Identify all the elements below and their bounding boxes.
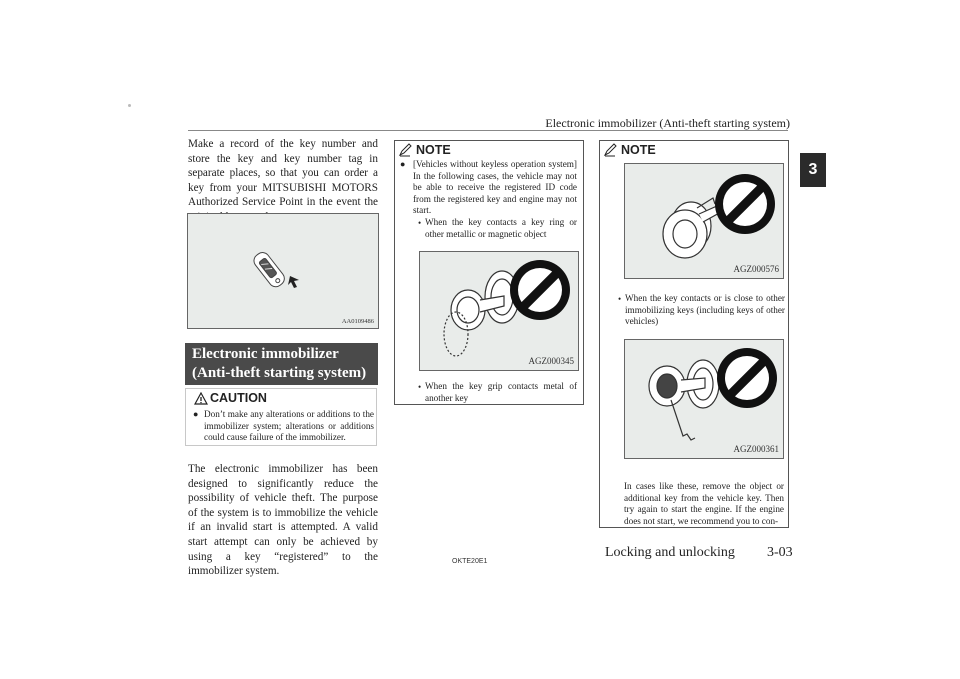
chapter-tab: 3 bbox=[800, 153, 826, 187]
section-title-line1: Electronic immobilizer bbox=[192, 346, 339, 362]
running-header: Electronic immobilizer (Anti-theft starting system) bbox=[545, 116, 790, 130]
caution-box bbox=[185, 388, 377, 446]
figure-code: AGZ000345 bbox=[528, 356, 574, 366]
note-box-1 bbox=[394, 140, 584, 405]
note-sub-3: When the key contacts or is close to other immobilizing keys (including keys of other vehicles) bbox=[625, 293, 785, 327]
note-pen-icon bbox=[603, 143, 617, 157]
footer-section: Locking and unlocking bbox=[605, 545, 735, 560]
figure-key-immob bbox=[624, 163, 784, 279]
key-other-illustration bbox=[625, 340, 783, 458]
bullet-icon: ● bbox=[193, 409, 199, 419]
page-dot bbox=[128, 104, 131, 107]
figure-code: AA0109486 bbox=[341, 318, 374, 325]
caution-text: Don’t make any alterations or additions to the immobilizer system; alterations or additions could cause failure of the immobilizer. bbox=[204, 409, 374, 443]
note-header bbox=[395, 141, 451, 158]
section-title bbox=[185, 343, 378, 385]
body-paragraph: The electronic immobilizer has been designed to significantly reduce the possibility of vehicle theft. The purpose of the system is to immobilize the vehicle if an invalid start is attempted. A valid start attempt can only be achieved by using a key “registered” to the immobilizer system. bbox=[188, 463, 378, 578]
sub-bullet: • bbox=[418, 382, 422, 392]
note-pen-icon bbox=[398, 143, 412, 157]
figure-code: AGZ000361 bbox=[733, 444, 779, 454]
figure-key-ring bbox=[419, 251, 579, 371]
caution-label: CAUTION bbox=[210, 391, 267, 405]
prohibited-icon bbox=[717, 348, 777, 408]
sub-bullet: • bbox=[418, 218, 422, 228]
figure-key-tag bbox=[187, 213, 379, 329]
note-label: NOTE bbox=[621, 142, 656, 157]
bullet-icon: ● bbox=[400, 159, 406, 169]
header-rule bbox=[188, 130, 788, 131]
arrow-icon bbox=[288, 276, 299, 288]
note-closing: In cases like these, remove the object or additional key from the vehicle key. Then try again to start the engine. If the engine does not start, we recommend you to con- bbox=[624, 481, 784, 526]
note-sub-1: When the key contacts a key ring or other metallic or magnetic object bbox=[425, 217, 577, 239]
doc-code: OKTE20E1 bbox=[452, 558, 488, 565]
prohibited-icon bbox=[510, 260, 570, 320]
sub-bullet: • bbox=[618, 294, 622, 304]
key-ring-illustration bbox=[420, 252, 578, 370]
prohibited-icon bbox=[715, 174, 775, 234]
note-header bbox=[600, 141, 656, 158]
key-tag-illustration bbox=[188, 214, 378, 328]
page-number: 3-03 bbox=[767, 545, 793, 560]
note-box-2 bbox=[599, 140, 789, 528]
section-title-line2: (Anti-theft starting system) bbox=[192, 365, 367, 381]
note-item-text: [Vehicles without keyless operation system] In the following cases, the vehicle may not be able to receive the registered ID code from the registered key and engine may not start. bbox=[413, 159, 577, 216]
intro-paragraph: Make a record of the key number and store the key and key number tag in separate places, so that you can order a key from your MITSUBISHI MOTORS Authorized Service Point in the event the bbox=[188, 138, 378, 209]
note-sub-2: When the key grip contacts metal of another key bbox=[425, 381, 577, 403]
figure-code: AGZ000576 bbox=[733, 264, 779, 274]
note-label: NOTE bbox=[416, 142, 451, 157]
warning-icon bbox=[194, 392, 208, 405]
key-immob-illustration bbox=[625, 164, 783, 278]
figure-key-other bbox=[624, 339, 784, 459]
